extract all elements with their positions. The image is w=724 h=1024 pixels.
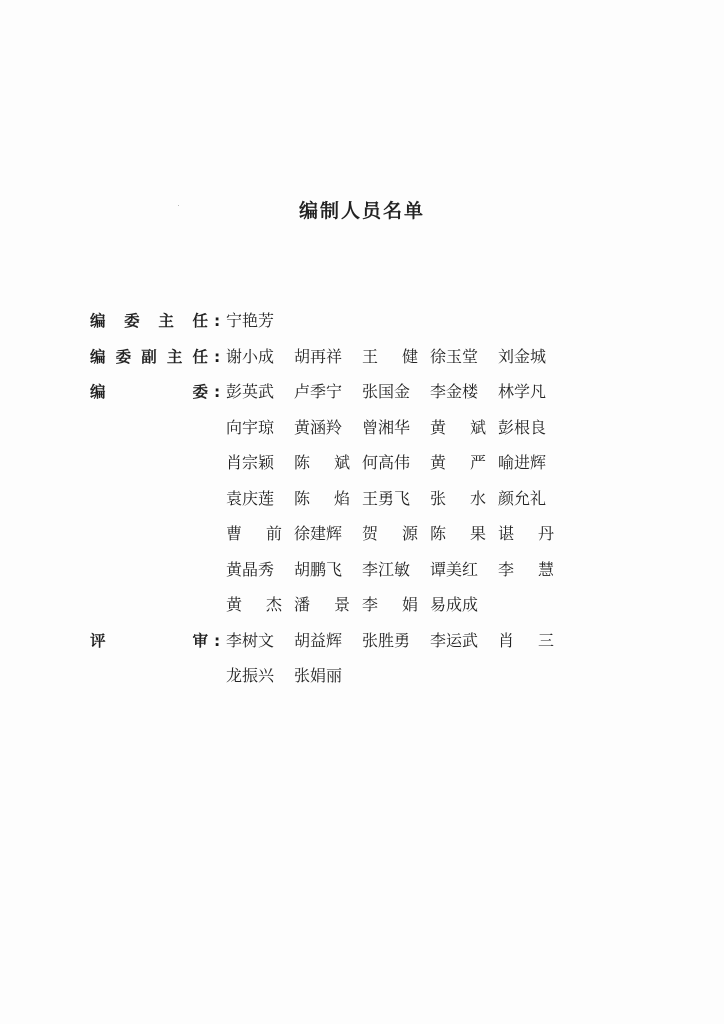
member-name: 曹 前: [226, 524, 282, 543]
member-name: 张娟丽: [294, 666, 343, 685]
member-name: 胡鹏飞: [294, 559, 343, 579]
role-block: [90, 377, 690, 626]
role-label: 编 委 主 任: [90, 312, 208, 330]
member-name: 刘金城: [498, 346, 547, 366]
name-row: [90, 484, 690, 520]
member-name: 贺 源: [362, 524, 418, 543]
member-name: 谌 丹: [498, 524, 554, 543]
member-name: 陈 焰: [294, 488, 350, 508]
member-name: 李 娟: [362, 595, 418, 614]
role-label: 编 委 副 主 任: [90, 347, 208, 366]
member-name: 黄 斌: [430, 417, 486, 437]
member-name: 王 健: [362, 346, 418, 366]
member-name: 林学凡: [498, 382, 547, 401]
member-name: 张 水: [430, 488, 486, 508]
member-name: 曾湘华: [362, 417, 411, 437]
role-block: [90, 626, 690, 697]
name-row: [90, 661, 690, 697]
member-name: 陈 果: [430, 524, 486, 543]
name-row: [90, 519, 690, 555]
staff-roster: [90, 306, 690, 697]
role-block: [90, 342, 690, 378]
name-row: [90, 306, 690, 342]
member-name: 徐玉堂: [430, 346, 479, 366]
member-name: 潘 景: [294, 595, 350, 614]
member-name: 颜允礼: [498, 488, 547, 508]
member-name: 张国金: [362, 382, 411, 401]
name-row: [90, 413, 690, 449]
member-name: 宁艳芳: [226, 311, 275, 330]
member-name: 黄涵羚: [294, 417, 343, 437]
member-name: 陈 斌: [294, 453, 350, 472]
name-row: [90, 342, 690, 378]
member-name: 王勇飞: [362, 488, 411, 508]
member-name: 徐建辉: [294, 524, 343, 543]
page-title: 编制人员名单: [298, 200, 425, 222]
member-name: 卢季宁: [294, 382, 343, 401]
member-name: 喻进辉: [498, 453, 547, 472]
member-name: 李金楼: [430, 382, 479, 401]
member-name: 李江敏: [362, 559, 411, 579]
member-name: 肖 三: [498, 630, 554, 650]
name-row: [90, 448, 690, 484]
member-name: 胡再祥: [294, 346, 343, 366]
role-label: 编 委: [90, 383, 208, 401]
name-row: [90, 626, 690, 662]
role-label: 评 审: [90, 631, 208, 650]
role-colon: :: [214, 383, 221, 401]
role-colon: :: [214, 347, 221, 366]
member-name: 胡益辉: [294, 630, 343, 650]
member-name: 向宇琼: [226, 417, 275, 437]
member-name: 易成成: [430, 595, 479, 614]
role-colon: :: [214, 631, 221, 650]
member-name: 肖宗颖: [226, 453, 275, 472]
member-name: 李 慧: [498, 559, 554, 579]
role-block: [90, 306, 690, 342]
member-name: 谢小成: [226, 346, 275, 366]
role-colon: :: [214, 312, 221, 330]
member-name: 黄 严: [430, 453, 486, 472]
member-name: 李树文: [226, 630, 275, 650]
member-name: 彭英武: [226, 382, 275, 401]
member-name: 张胜勇: [362, 630, 411, 650]
member-name: 谭美红: [430, 559, 479, 579]
member-name: 李运武: [430, 630, 479, 650]
member-name: 黄 杰: [226, 595, 282, 614]
member-name: 龙振兴: [226, 666, 275, 685]
name-row: [90, 377, 690, 413]
name-row: [90, 590, 690, 626]
member-name: 彭根良: [498, 417, 547, 437]
member-name: 黄晶秀: [226, 559, 275, 579]
member-name: 何高伟: [362, 453, 411, 472]
member-name: 袁庆莲: [226, 488, 275, 508]
name-row: [90, 555, 690, 591]
